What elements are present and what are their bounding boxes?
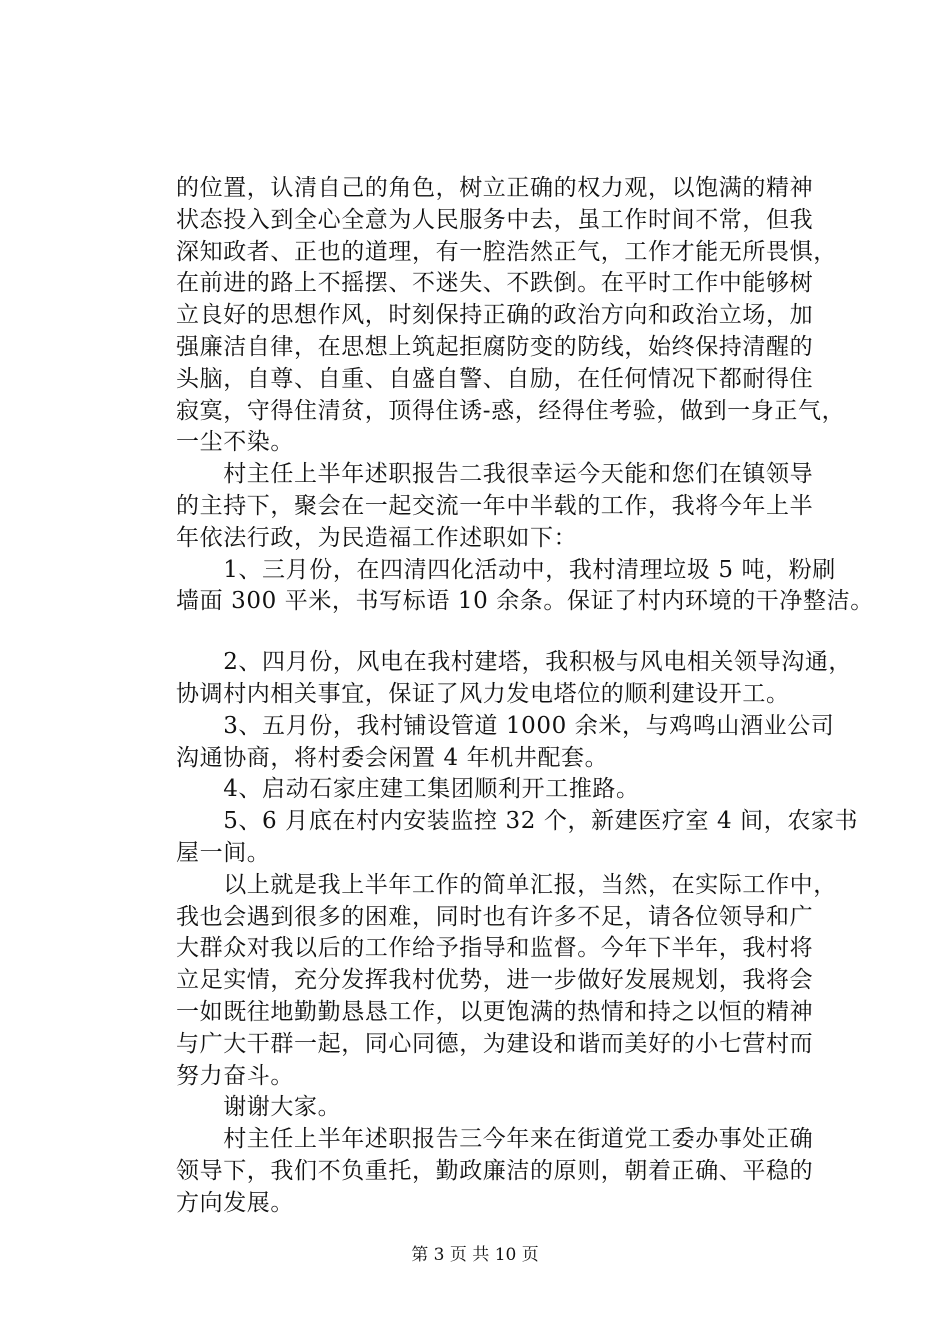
list-item-3: 3、五月份，我村铺设管道 1000 余米，与鸡鸣山酒业公司 <box>176 712 835 739</box>
text-line: 墙面 300 平米，书写标语 10 余条。保证了村内环境的干净整洁。 <box>176 588 874 615</box>
text-line: 强廉洁自律，在思想上筑起拒腐防变的防线，始终保持清醒的 <box>176 333 814 360</box>
text-line: 我也会遇到很多的困难，同时也有许多不足，请各位领导和广 <box>176 903 814 930</box>
text-line: 一如既往地勤勤恳恳工作，以更饱满的热情和持之以恒的精神 <box>176 998 814 1025</box>
text-line: 在前进的路上不摇摆、不迷失、不跌倒。在平时工作中能够树 <box>176 270 814 297</box>
text-line: 努力奋斗。 <box>176 1062 294 1089</box>
text-line: 状态投入到全心全意为人民服务中去，虽工作时间不常，但我 <box>176 206 814 233</box>
paragraph-gap <box>176 618 856 647</box>
paragraph-start-line: 以上就是我上半年工作的简单汇报，当然，在实际工作中， <box>176 871 837 898</box>
text-line: 方向发展。 <box>176 1189 294 1216</box>
text-line: 领导下，我们不负重托，勤政廉洁的原则，朝着正确、平稳的 <box>176 1157 814 1184</box>
text-line: 寂寞，守得住清贫，顶得住诱-惑，经得住考验，做到一身正气， <box>176 397 846 424</box>
document-body <box>176 173 874 1220</box>
list-item-2: 2、四月份，风电在我村建塔，我积极与风电相关领导沟通， <box>176 649 853 676</box>
text-line: 屋一间。 <box>176 839 271 866</box>
text-line: 的主持下，聚会在一起交流一年中半载的工作，我将今年上半 <box>176 492 814 519</box>
text-line: 头脑，自尊、自重、自盛自警、自励，在任何情况下都耐得住 <box>176 365 814 392</box>
thanks-line: 谢谢大家。 <box>176 1094 342 1121</box>
text-line: 与广大干群一起，同心同德，为建设和谐而美好的小七营村而 <box>176 1030 814 1057</box>
list-item-1: 1、三月份，在四清四化活动中，我村清理垃圾 5 吨，粉刷 <box>176 556 836 583</box>
list-item-5: 5、6 月底在村内安装监控 32 个，新建医疗室 4 间，农家书 <box>176 808 859 835</box>
text-line: 沟通协商，将村委会闲置 4 年机井配套。 <box>176 744 609 771</box>
text-line: 的位置，认清自己的角色，树立正确的权力观，以饱满的精神 <box>176 175 814 201</box>
text-line: 立足实情，充分发挥我村优势，进一步做好发展规划，我将会 <box>176 967 814 994</box>
text-line: 一尘不染。 <box>176 429 294 456</box>
text-line: 年依法行政，为民造福工作述职如下： <box>176 524 578 551</box>
page-number-footer: 第 3 页 共 10 页 <box>411 1245 539 1265</box>
paragraph-start-line: 村主任上半年述职报告三今年来在街道党工委办事处正确 <box>176 1126 814 1153</box>
text-line: 深知政者、正也的道理，有一腔浩然正气，工作才能无所畏惧， <box>176 238 837 265</box>
text-line: 大群众对我以后的工作给予指导和监督。今年下半年，我村将 <box>176 935 814 962</box>
paragraph-start-line: 村主任上半年述职报告二我很幸运今天能和您们在镇领导 <box>176 461 814 488</box>
text-line: 协调村内相关事宜，保证了风力发电塔位的顺利建设开工。 <box>176 680 790 707</box>
text-line: 立良好的思想作风，时刻保持正确的政治方向和政治立场，加 <box>176 302 814 329</box>
list-item-4: 4、启动石家庄建工集团顺利开工推路。 <box>176 776 640 803</box>
